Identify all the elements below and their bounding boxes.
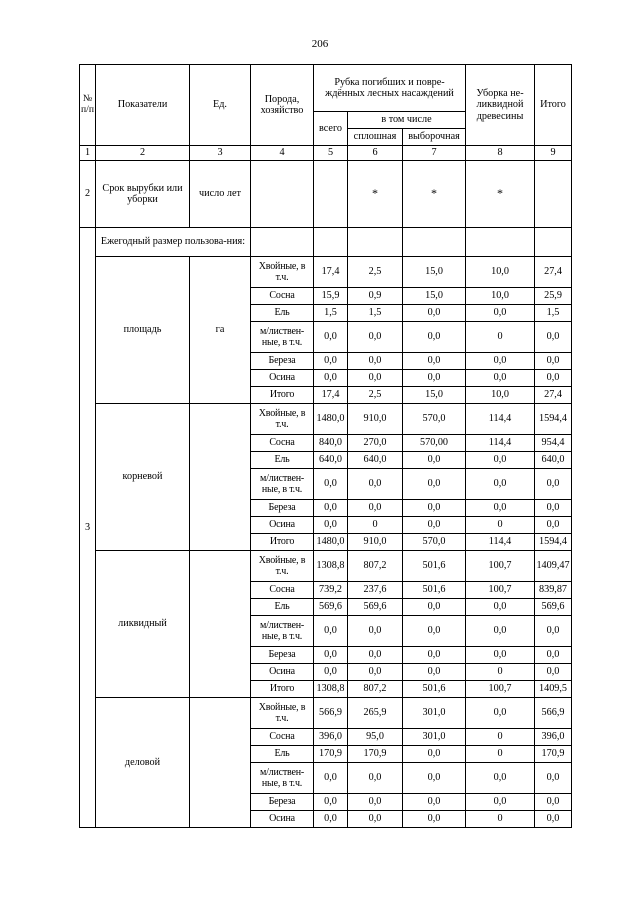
column-number: 4 — [251, 146, 314, 161]
value-cell: 0 — [348, 517, 403, 534]
value-cell: 100,7 — [466, 551, 535, 582]
table-cell — [403, 228, 466, 257]
row-unit: число лет — [190, 161, 251, 228]
table-cell — [535, 161, 572, 228]
value-cell: 0,0 — [403, 616, 466, 647]
block-name: корневой — [96, 404, 190, 551]
species-cell: Ель — [251, 746, 314, 763]
value-cell: 570,00 — [403, 435, 466, 452]
value-cell: 0,0 — [535, 763, 572, 794]
species-cell: Сосна — [251, 288, 314, 305]
species-cell: Хвойные, в т.ч. — [251, 404, 314, 435]
value-cell: 10,0 — [466, 387, 535, 404]
header-selective: выборочная — [403, 129, 466, 146]
value-cell: 25,9 — [535, 288, 572, 305]
table-cell: * — [348, 161, 403, 228]
value-cell: 0,0 — [348, 647, 403, 664]
value-cell: 910,0 — [348, 404, 403, 435]
value-cell: 0 — [466, 517, 535, 534]
value-cell: 114,4 — [466, 435, 535, 452]
value-cell: 0 — [466, 729, 535, 746]
block-unit — [190, 551, 251, 698]
value-cell: 0,0 — [348, 811, 403, 828]
table-cell: * — [466, 161, 535, 228]
value-cell: 100,7 — [466, 681, 535, 698]
table-cell — [251, 161, 314, 228]
value-cell: 0,0 — [348, 664, 403, 681]
value-cell: 0,0 — [403, 746, 466, 763]
value-cell: 0,0 — [535, 811, 572, 828]
column-number-row — [80, 146, 572, 161]
species-cell: Осина — [251, 811, 314, 828]
value-cell: 0,0 — [403, 305, 466, 322]
value-cell: 0 — [466, 322, 535, 353]
value-cell: 910,0 — [348, 534, 403, 551]
value-cell: 0,0 — [348, 500, 403, 517]
value-cell: 0,0 — [466, 370, 535, 387]
value-cell: 0,0 — [314, 370, 348, 387]
species-cell: Осина — [251, 370, 314, 387]
value-cell: 0,0 — [348, 370, 403, 387]
column-number: 8 — [466, 146, 535, 161]
value-cell: 640,0 — [535, 452, 572, 469]
header-number: № п/п — [80, 65, 96, 146]
column-number: 9 — [535, 146, 572, 161]
value-cell: 0,0 — [403, 500, 466, 517]
header-total: Итого — [535, 65, 572, 146]
column-number: 6 — [348, 146, 403, 161]
species-cell: м/листвен-ные, в т.ч. — [251, 616, 314, 647]
value-cell: 114,4 — [466, 404, 535, 435]
table-cell — [251, 228, 314, 257]
column-number: 7 — [403, 146, 466, 161]
value-cell: 15,0 — [403, 387, 466, 404]
value-cell: 100,7 — [466, 582, 535, 599]
value-cell: 0,0 — [466, 452, 535, 469]
value-cell: 0,0 — [348, 469, 403, 500]
table-row — [80, 161, 572, 228]
value-cell: 0,0 — [403, 452, 466, 469]
value-cell: 27,4 — [535, 387, 572, 404]
species-cell: Хвойные, в т.ч. — [251, 257, 314, 288]
value-cell: 0,0 — [466, 763, 535, 794]
value-cell: 0,0 — [466, 599, 535, 616]
value-cell: 265,9 — [348, 698, 403, 729]
value-cell: 27,4 — [535, 257, 572, 288]
header-total-cut: всего — [314, 112, 348, 146]
value-cell: 0,0 — [535, 322, 572, 353]
species-cell: Хвойные, в т.ч. — [251, 698, 314, 729]
column-number: 2 — [96, 146, 190, 161]
forest-use-table — [79, 64, 572, 828]
species-cell: Ель — [251, 599, 314, 616]
species-cell: м/листвен-ные, в т.ч. — [251, 322, 314, 353]
value-cell: 170,9 — [314, 746, 348, 763]
value-cell: 10,0 — [466, 257, 535, 288]
block-unit — [190, 404, 251, 551]
value-cell: 0,0 — [535, 500, 572, 517]
species-cell: Итого — [251, 387, 314, 404]
value-cell: 0,0 — [535, 616, 572, 647]
value-cell: 1308,8 — [314, 551, 348, 582]
table-cell — [314, 161, 348, 228]
species-cell: Береза — [251, 647, 314, 664]
value-cell: 0,0 — [403, 469, 466, 500]
value-cell: 237,6 — [348, 582, 403, 599]
table-row — [80, 698, 572, 729]
table-row — [80, 551, 572, 582]
value-cell: 0,0 — [314, 763, 348, 794]
block-name: деловой — [96, 698, 190, 828]
value-cell: 839,87 — [535, 582, 572, 599]
value-cell: 0 — [466, 664, 535, 681]
value-cell: 396,0 — [314, 729, 348, 746]
table-row — [80, 257, 572, 288]
row-number: 3 — [80, 228, 96, 828]
species-cell: Сосна — [251, 729, 314, 746]
value-cell: 0,0 — [535, 794, 572, 811]
value-cell: 10,0 — [466, 288, 535, 305]
value-cell: 15,0 — [403, 288, 466, 305]
value-cell: 566,9 — [535, 698, 572, 729]
value-cell: 0,0 — [535, 664, 572, 681]
value-cell: 640,0 — [348, 452, 403, 469]
value-cell: 270,0 — [348, 435, 403, 452]
species-cell: Берeза — [251, 794, 314, 811]
value-cell: 0,0 — [535, 469, 572, 500]
value-cell: 0,0 — [314, 664, 348, 681]
value-cell: 1594,4 — [535, 534, 572, 551]
value-cell: 0,0 — [535, 353, 572, 370]
header-including: в том числе — [348, 112, 466, 129]
header-unit: Ед. — [190, 65, 251, 146]
value-cell: 1409,47 — [535, 551, 572, 582]
column-number: 5 — [314, 146, 348, 161]
value-cell: 739,2 — [314, 582, 348, 599]
value-cell: 807,2 — [348, 681, 403, 698]
header-species: Порода, хозяйство — [251, 65, 314, 146]
table-row — [80, 404, 572, 435]
value-cell: 0,0 — [314, 353, 348, 370]
value-cell: 0,0 — [466, 469, 535, 500]
value-cell: 0,9 — [348, 288, 403, 305]
block-unit — [190, 698, 251, 828]
value-cell: 0,0 — [403, 353, 466, 370]
value-cell: 1409,5 — [535, 681, 572, 698]
value-cell: 0,0 — [466, 500, 535, 517]
header-felling: Рубка погибших и повре-ждённых лесных насаждений — [314, 65, 466, 112]
table-cell — [314, 228, 348, 257]
value-cell: 17,4 — [314, 257, 348, 288]
value-cell: 0,0 — [314, 616, 348, 647]
value-cell: 0,0 — [466, 353, 535, 370]
value-cell: 0,0 — [403, 599, 466, 616]
value-cell: 501,6 — [403, 681, 466, 698]
value-cell: 1,5 — [314, 305, 348, 322]
header-row — [80, 65, 572, 112]
value-cell: 15,0 — [403, 257, 466, 288]
value-cell: 0,0 — [403, 664, 466, 681]
value-cell: 0 — [466, 811, 535, 828]
value-cell: 1,5 — [348, 305, 403, 322]
species-cell: Осина — [251, 517, 314, 534]
value-cell: 0,0 — [314, 322, 348, 353]
species-cell: Итого — [251, 681, 314, 698]
value-cell: 0,0 — [348, 353, 403, 370]
value-cell: 396,0 — [535, 729, 572, 746]
row-number: 2 — [80, 161, 96, 228]
value-cell: 0,0 — [314, 794, 348, 811]
table-body — [80, 65, 572, 828]
header-solid: сплошная — [348, 129, 403, 146]
column-number: 1 — [80, 146, 96, 161]
value-cell: 0,0 — [403, 517, 466, 534]
species-cell: Ель — [251, 305, 314, 322]
value-cell: 0,0 — [466, 616, 535, 647]
table-cell: * — [403, 161, 466, 228]
species-cell: м/листвен-ные, в т.ч. — [251, 469, 314, 500]
value-cell: 301,0 — [403, 698, 466, 729]
value-cell: 0,0 — [535, 517, 572, 534]
value-cell: 0,0 — [403, 811, 466, 828]
section-label: Ежегодный размер пользова-ния: — [96, 228, 251, 257]
block-name: площадь — [96, 257, 190, 404]
value-cell: 0,0 — [348, 322, 403, 353]
value-cell: 114,4 — [466, 534, 535, 551]
species-cell: Ель — [251, 452, 314, 469]
species-cell: Осина — [251, 664, 314, 681]
block-name: ликвидный — [96, 551, 190, 698]
value-cell: 170,9 — [535, 746, 572, 763]
column-number: 3 — [190, 146, 251, 161]
section-label-row — [80, 228, 572, 257]
value-cell: 0,0 — [348, 794, 403, 811]
value-cell: 2,5 — [348, 387, 403, 404]
table-cell — [348, 228, 403, 257]
page-number: 206 — [311, 38, 329, 50]
value-cell: 0,0 — [535, 370, 572, 387]
value-cell: 0,0 — [403, 370, 466, 387]
species-cell: Береза — [251, 500, 314, 517]
block-unit: га — [190, 257, 251, 404]
value-cell: 17,4 — [314, 387, 348, 404]
value-cell: 2,5 — [348, 257, 403, 288]
value-cell: 1480,0 — [314, 404, 348, 435]
value-cell: 1308,8 — [314, 681, 348, 698]
value-cell: 566,9 — [314, 698, 348, 729]
value-cell: 15,9 — [314, 288, 348, 305]
value-cell: 807,2 — [348, 551, 403, 582]
value-cell: 0,0 — [314, 811, 348, 828]
species-cell: Сосна — [251, 582, 314, 599]
header-cleanup: Уборка не-ликвидной древесины — [466, 65, 535, 146]
value-cell: 0,0 — [466, 647, 535, 664]
value-cell: 640,0 — [314, 452, 348, 469]
value-cell: 840,0 — [314, 435, 348, 452]
value-cell: 0,0 — [314, 500, 348, 517]
value-cell: 0 — [466, 746, 535, 763]
row-label: Срок вырубки или уборки — [96, 161, 190, 228]
value-cell: 0,0 — [403, 322, 466, 353]
species-cell: Итого — [251, 534, 314, 551]
value-cell: 0,0 — [403, 763, 466, 794]
value-cell: 501,6 — [403, 582, 466, 599]
value-cell: 0,0 — [466, 305, 535, 322]
value-cell: 0,0 — [314, 517, 348, 534]
value-cell: 954,4 — [535, 435, 572, 452]
value-cell: 0,0 — [314, 647, 348, 664]
value-cell: 570,0 — [403, 404, 466, 435]
species-cell: м/листвен-ные, в т.ч. — [251, 763, 314, 794]
value-cell: 0,0 — [466, 794, 535, 811]
value-cell: 570,0 — [403, 534, 466, 551]
species-cell: Хвойные, в т.ч. — [251, 551, 314, 582]
value-cell: 0,0 — [348, 616, 403, 647]
value-cell: 569,6 — [348, 599, 403, 616]
value-cell: 95,0 — [348, 729, 403, 746]
value-cell: 0,0 — [403, 794, 466, 811]
value-cell: 0,0 — [535, 647, 572, 664]
value-cell: 0,0 — [466, 698, 535, 729]
value-cell: 170,9 — [348, 746, 403, 763]
value-cell: 1,5 — [535, 305, 572, 322]
value-cell: 0,0 — [314, 469, 348, 500]
value-cell: 501,6 — [403, 551, 466, 582]
value-cell: 0,0 — [403, 647, 466, 664]
value-cell: 569,6 — [314, 599, 348, 616]
species-cell: Береза — [251, 353, 314, 370]
species-cell: Сосна — [251, 435, 314, 452]
value-cell: 1594,4 — [535, 404, 572, 435]
table-cell — [466, 228, 535, 257]
header-indicators: Показатели — [96, 65, 190, 146]
value-cell: 569,6 — [535, 599, 572, 616]
value-cell: 1480,0 — [314, 534, 348, 551]
value-cell: 0,0 — [348, 763, 403, 794]
table-cell — [535, 228, 572, 257]
value-cell: 301,0 — [403, 729, 466, 746]
